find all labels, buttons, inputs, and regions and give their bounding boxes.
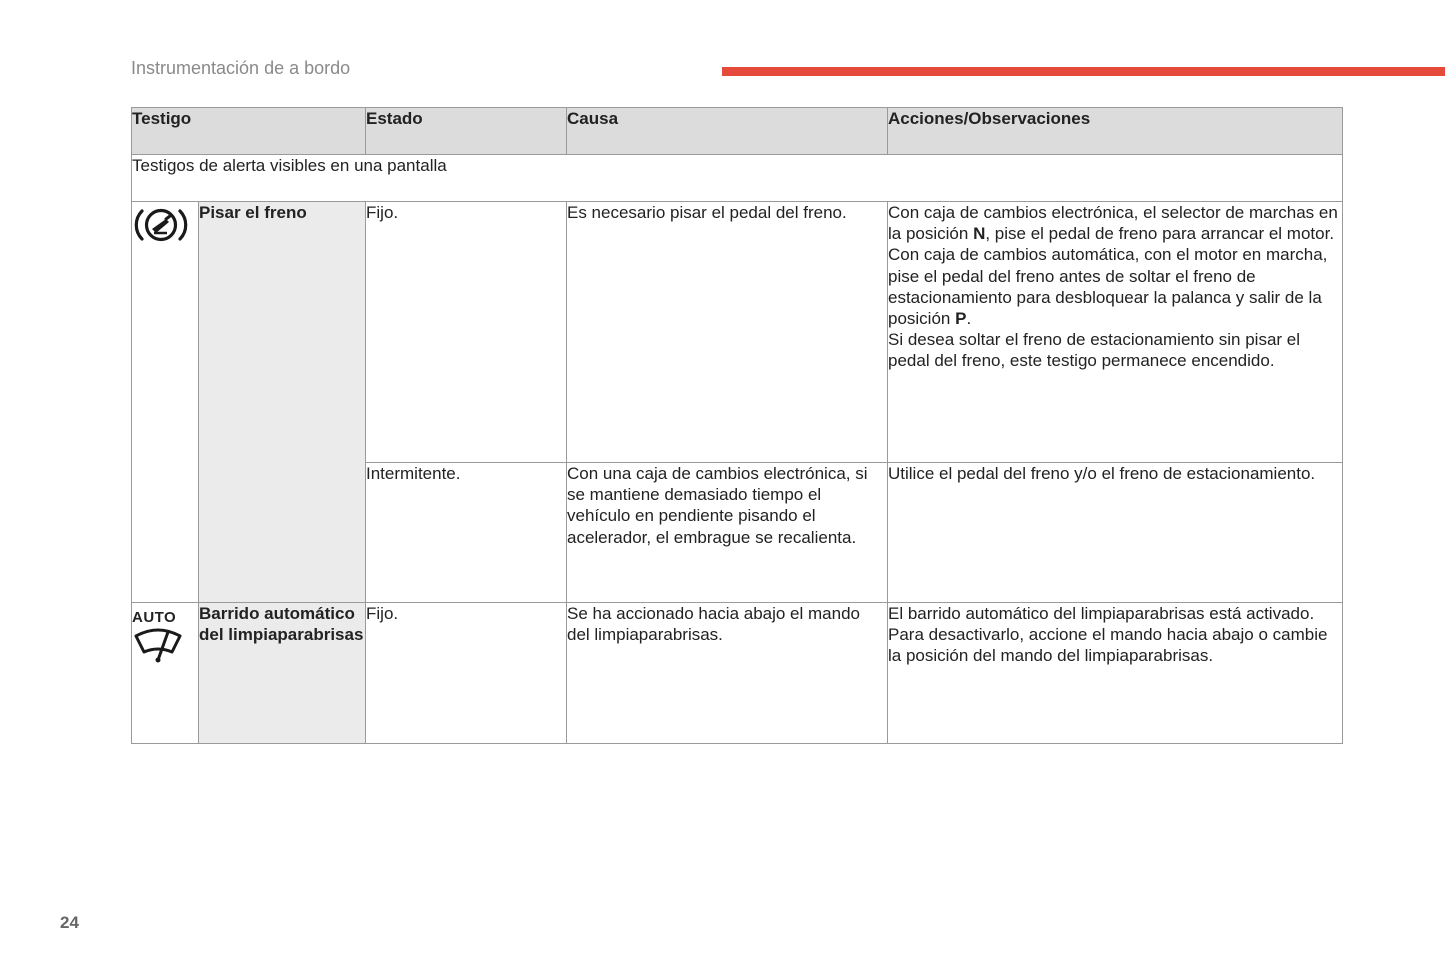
estado-cell: Fijo.	[366, 202, 567, 463]
column-header-causa: Causa	[567, 108, 888, 155]
header-accent-bar	[722, 67, 1445, 76]
column-header-acciones: Acciones/Observaciones	[888, 108, 1343, 155]
icon-cell	[132, 603, 199, 744]
section-row	[132, 155, 1343, 202]
table-row	[132, 202, 1343, 463]
acciones-text: Con caja de cambios electrónica, el selector de marchas en la posición	[888, 203, 1338, 244]
column-header-testigo: Testigo	[132, 108, 366, 155]
acciones-text: Con caja de cambios automática, con el motor en marcha, pise el pedal del freno antes de soltar el freno de estacionamiento para desbloquear la palanca y salir de la posición	[888, 245, 1328, 329]
acciones-cell	[888, 202, 1343, 463]
icon-cell	[132, 202, 199, 603]
acciones-cell: Utilice el pedal del freno y/o el freno de estacionamiento.	[888, 463, 1343, 603]
acciones-cell	[888, 603, 1343, 744]
brake-pedal-warning-icon	[132, 202, 190, 253]
table-row	[132, 603, 1343, 744]
gear-position-n: N	[973, 224, 986, 244]
warning-name: Barrido automático del limpiaparabrisas	[199, 603, 366, 744]
causa-cell: Con una caja de cambios electrónica, si se mantiene demasiado tiempo el vehículo en pendiente pisando el acelerador, el embrague se recalienta.	[567, 463, 888, 603]
estado-cell: Fijo.	[366, 603, 567, 744]
estado-cell: Intermitente.	[366, 463, 567, 603]
acciones-text: .	[966, 309, 972, 329]
auto-wiper-icon	[132, 606, 184, 669]
warning-lights-table	[131, 107, 1343, 744]
acciones-text: , pise el pedal de freno para arrancar el motor.	[985, 224, 1335, 244]
section-label: Testigos de alerta visibles en una pantalla	[132, 155, 1343, 202]
gear-position-p: P	[955, 309, 967, 329]
auto-label: AUTO	[132, 609, 177, 626]
causa-cell: Es necesario pisar el pedal del freno.	[567, 202, 888, 463]
warning-name: Pisar el freno	[199, 202, 366, 603]
acciones-text: Para desactivarlo, accione el mando hacia abajo o cambie la posición del mando del limpiaparabrisas.	[888, 625, 1328, 666]
acciones-text: Si desea soltar el freno de estacionamiento sin pisar el pedal del freno, este testigo permanece encendido.	[888, 330, 1301, 371]
causa-cell: Se ha accionado hacia abajo el mando del limpiaparabrisas.	[567, 603, 888, 744]
section-title: Instrumentación de a bordo	[131, 58, 351, 78]
page-number: 24	[60, 913, 79, 932]
column-header-estado: Estado	[366, 108, 567, 155]
table-header-row	[132, 108, 1343, 155]
acciones-text: El barrido automático del limpiaparabrisas está activado.	[888, 604, 1315, 623]
